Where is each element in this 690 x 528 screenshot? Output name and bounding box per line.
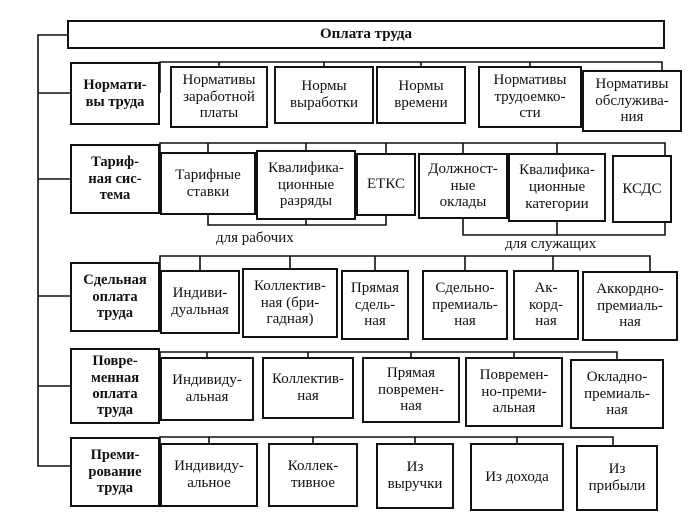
item-labor-intensity-norms: Нормативы трудоемко- сти <box>478 66 582 128</box>
item-bonus-from-revenue: Из выручки <box>376 443 454 509</box>
item-individual-bonus: Индивиду- альное <box>160 443 258 507</box>
item-piece-bonus: Сдельно- премиаль- ная <box>422 270 508 340</box>
item-qualification-categories: Квалифика- ционные категории <box>508 153 606 222</box>
item-tariff-rates: Тарифные ставки <box>160 152 256 215</box>
category-labor-norms: Нормати- вы труда <box>70 62 160 125</box>
category-time-based-pay: Повре- менная оплата труда <box>70 348 160 424</box>
item-time-norms: Нормы времени <box>376 66 466 124</box>
item-salary-bonus: Окладно- премиаль- ная <box>570 359 664 429</box>
title-box: Оплата труда <box>67 20 665 49</box>
item-individual-piece: Индиви- дуальная <box>160 270 240 334</box>
category-tariff-system: Тариф- ная сис- тема <box>70 144 160 214</box>
item-ksds: КСДС <box>612 155 672 223</box>
item-bonus-from-profit: Из прибыли <box>576 445 658 511</box>
item-etks: ЕТКС <box>356 153 416 216</box>
item-collective-piece: Коллектив- ная (бри- гадная) <box>242 268 338 338</box>
item-direct-time: Прямая повремен- ная <box>362 357 460 423</box>
item-output-norms: Нормы выработки <box>274 66 374 124</box>
item-lump-sum: Ак- корд- ная <box>513 270 579 340</box>
bracket-label-workers: для рабочих <box>216 230 294 246</box>
item-time-bonus: Повремен- но-преми- альная <box>465 357 563 427</box>
item-collective-bonus: Коллек- тивное <box>268 443 358 507</box>
item-wage-norms: Нормативы заработной платы <box>170 66 268 128</box>
category-piece-rate-pay: Сдельная оплата труда <box>70 262 160 332</box>
item-official-salaries: Должност- ные оклады <box>418 153 508 219</box>
item-bonus-from-income: Из дохода <box>470 443 564 511</box>
bracket-label-employees: для служащих <box>505 236 597 252</box>
item-individual-time: Индивиду- альная <box>160 357 254 421</box>
item-direct-piece: Прямая сдель- ная <box>341 270 409 340</box>
category-bonuses: Преми- рование труда <box>70 437 160 507</box>
item-qualification-grades: Квалифика- ционные разряды <box>256 150 356 220</box>
item-lump-sum-bonus: Аккордно- премиаль- ная <box>582 271 678 341</box>
item-collective-time: Коллектив- ная <box>262 357 354 419</box>
item-service-norms: Нормативы обслужива- ния <box>582 70 682 132</box>
